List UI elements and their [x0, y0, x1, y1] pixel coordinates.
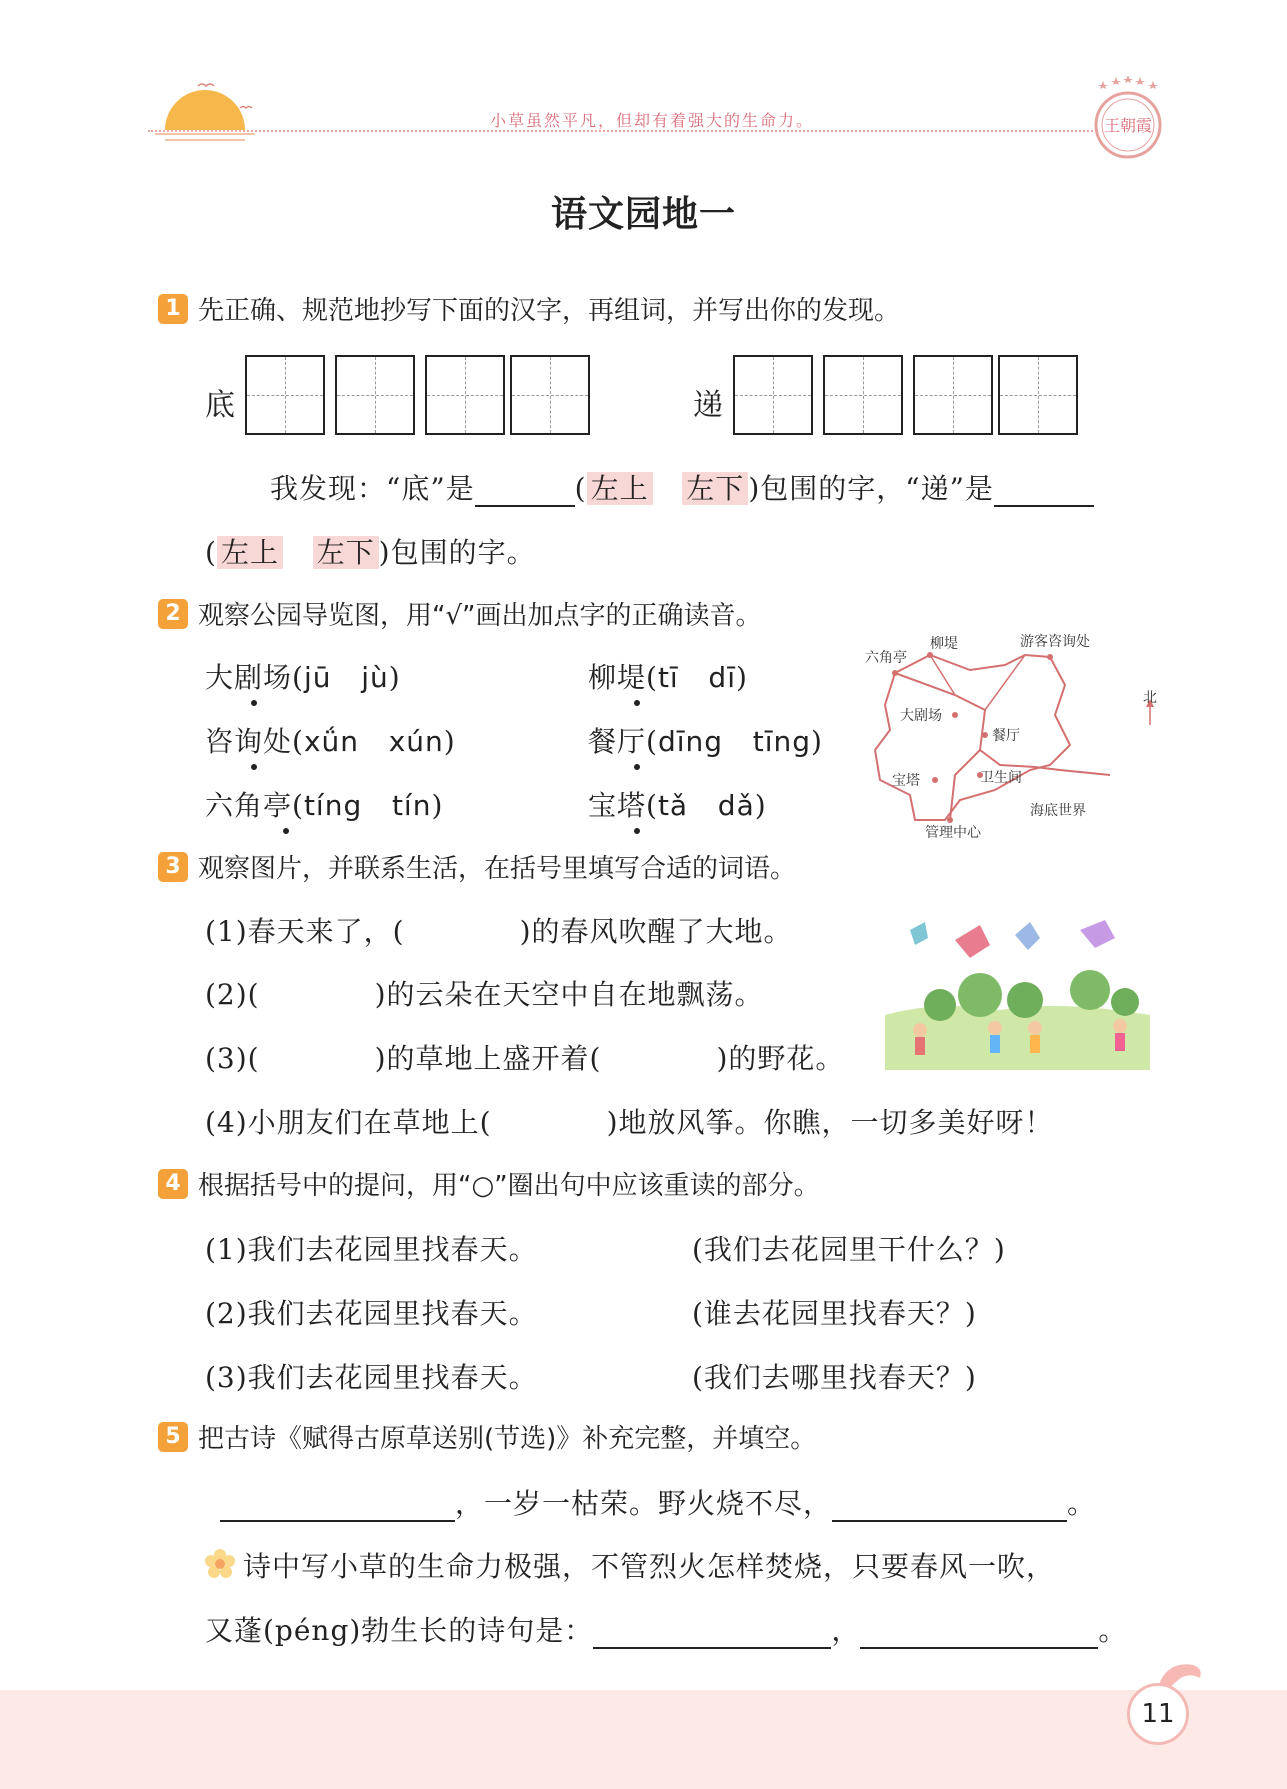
answer-blank[interactable]: [994, 477, 1094, 507]
fill-sentence-1: (1)春天来了，( )的春风吹醒了大地。: [205, 915, 793, 948]
poem-note-line1: 诗中写小草的生命力极强，不管烈火怎样焚烧，只要春风一吹，: [243, 1550, 1056, 1583]
pinyin-item: 大剧场(jū jù): [205, 661, 401, 694]
emphasis-hint: (我们去花园里干什么？): [692, 1233, 1006, 1266]
question-number-badge: 4: [158, 1169, 188, 1199]
option-zuoshang[interactable]: 左上: [217, 536, 283, 569]
emphasis-dot: [251, 700, 257, 706]
question-3-prompt: 3 观察图片，并联系生活，在括号里填写合适的词语。: [158, 848, 796, 885]
emphasis-hint: (我们去哪里找春天？): [692, 1361, 977, 1394]
pinyin-item: 柳堤(tī dī): [588, 661, 748, 694]
fill-sentence-4: (4)小朋友们在草地上( )地放风筝。你瞧，一切多美好呀！: [205, 1106, 1054, 1139]
option-zuoxia[interactable]: 左下: [682, 472, 748, 505]
option-zuoshang[interactable]: 左上: [587, 472, 653, 505]
poem-line: ，一岁一枯荣。野火烧不尽， 。: [220, 1482, 1096, 1522]
emphasis-dot: [634, 700, 640, 706]
pinyin-item: 咨询处(xǘn xún): [205, 725, 456, 758]
q1-discovery-line: 我发现：“底”是 ( 左上 左下 )包围的字，“递”是: [270, 467, 1094, 507]
emphasis-sentence[interactable]: (2)我们去花园里找春天。: [205, 1297, 538, 1330]
park-map: 六角亭 柳堤 游客咨询处 北 大剧场 餐厅 宝塔 卫生间 海底世界 管理中心: [865, 634, 1157, 841]
emphasis-sentence[interactable]: (3)我们去花园里找春天。: [205, 1361, 538, 1394]
q1-discovery-line2: ( 左上 左下 )包围的字。: [205, 536, 536, 569]
char-label-di2: 递: [693, 388, 723, 423]
writing-grid-box[interactable]: [998, 355, 1078, 435]
svg-text:王朝霞: 王朝霞: [1103, 116, 1153, 135]
question-1-prompt: 1 先正确、规范地抄写下面的汉字，再组词，并写出你的发现。: [158, 290, 900, 327]
pinyin-option[interactable]: dīng: [657, 725, 724, 758]
question-5-prompt: 5 把古诗《赋得古原草送别(节选)》补充完整，并填空。: [158, 1418, 816, 1455]
emphasis-dot: [634, 828, 640, 834]
fill-sentence-2: (2)( )的云朵在天空中自在地飘荡。: [205, 978, 764, 1011]
poem-note-line2: 又蓬(péng)勃生长的诗句是： ， 。: [205, 1614, 1128, 1647]
seal-stamp-icon: [1088, 75, 1168, 165]
pinyin-option[interactable]: jù: [361, 661, 389, 694]
writing-grid-box[interactable]: [823, 355, 903, 435]
emphasis-dot: [251, 764, 257, 770]
flower-icon: [203, 1547, 237, 1581]
header-motto: 小草虽然平凡，但却有着强大的生命力。: [490, 111, 815, 130]
writing-grid-box[interactable]: [245, 355, 325, 435]
footer-band: [0, 1690, 1287, 1789]
kite-illustration: [880, 920, 1160, 1075]
question-number-badge: 3: [158, 852, 188, 882]
answer-blank[interactable]: [475, 477, 575, 507]
writing-grid-box[interactable]: [335, 355, 415, 435]
writing-grid-box[interactable]: [733, 355, 813, 435]
pinyin-option[interactable]: jū: [303, 661, 332, 694]
page-number: 11: [1127, 1683, 1189, 1745]
pinyin-option[interactable]: dǎ: [717, 789, 755, 822]
answer-blank[interactable]: [860, 1619, 1098, 1649]
pinyin-option[interactable]: tín: [391, 789, 432, 822]
pinyin-option[interactable]: dī: [708, 661, 736, 694]
emphasis-dot: [634, 764, 640, 770]
question-number-badge: 5: [158, 1422, 188, 1452]
emphasis-sentence[interactable]: (1)我们去花园里找春天。: [205, 1233, 538, 1266]
pinyin-option[interactable]: tī: [657, 661, 679, 694]
writing-grid-box[interactable]: [510, 355, 590, 435]
pinyin-option[interactable]: tíng: [303, 789, 363, 822]
question-number-badge: 1: [158, 294, 188, 324]
pinyin-option[interactable]: xún: [388, 725, 444, 758]
option-zuoxia[interactable]: 左下: [313, 536, 379, 569]
answer-blank[interactable]: [593, 1619, 831, 1649]
pinyin-option[interactable]: tīng: [752, 725, 812, 758]
answer-blank[interactable]: [832, 1492, 1067, 1522]
pinyin-item: 宝塔(tǎ dǎ): [588, 789, 767, 822]
sunset-icon: [150, 78, 260, 148]
question-2-prompt: 2 观察公园导览图，用“√”画出加点字的正确读音。: [158, 595, 762, 632]
char-label-di: 底: [205, 388, 235, 423]
emphasis-dot: [283, 828, 289, 834]
pinyin-option[interactable]: tǎ: [657, 789, 689, 822]
pinyin-item: 餐厅(dīng tīng): [588, 725, 823, 758]
emphasis-hint: (谁去花园里找春天？): [692, 1297, 977, 1330]
page-title: 语文园地一: [550, 194, 736, 235]
answer-blank[interactable]: [220, 1492, 455, 1522]
writing-grid-box[interactable]: [913, 355, 993, 435]
pinyin-option[interactable]: xǘn: [303, 725, 360, 758]
question-4-prompt: 4 根据括号中的提问，用“○”圈出句中应该重读的部分。: [158, 1165, 820, 1202]
writing-grid-box[interactable]: [425, 355, 505, 435]
fill-sentence-3: (3)( )的草地上盛开着( )的野花。: [205, 1042, 845, 1075]
question-number-badge: 2: [158, 599, 188, 629]
pinyin-item: 六角亭(tíng tín): [205, 789, 444, 822]
